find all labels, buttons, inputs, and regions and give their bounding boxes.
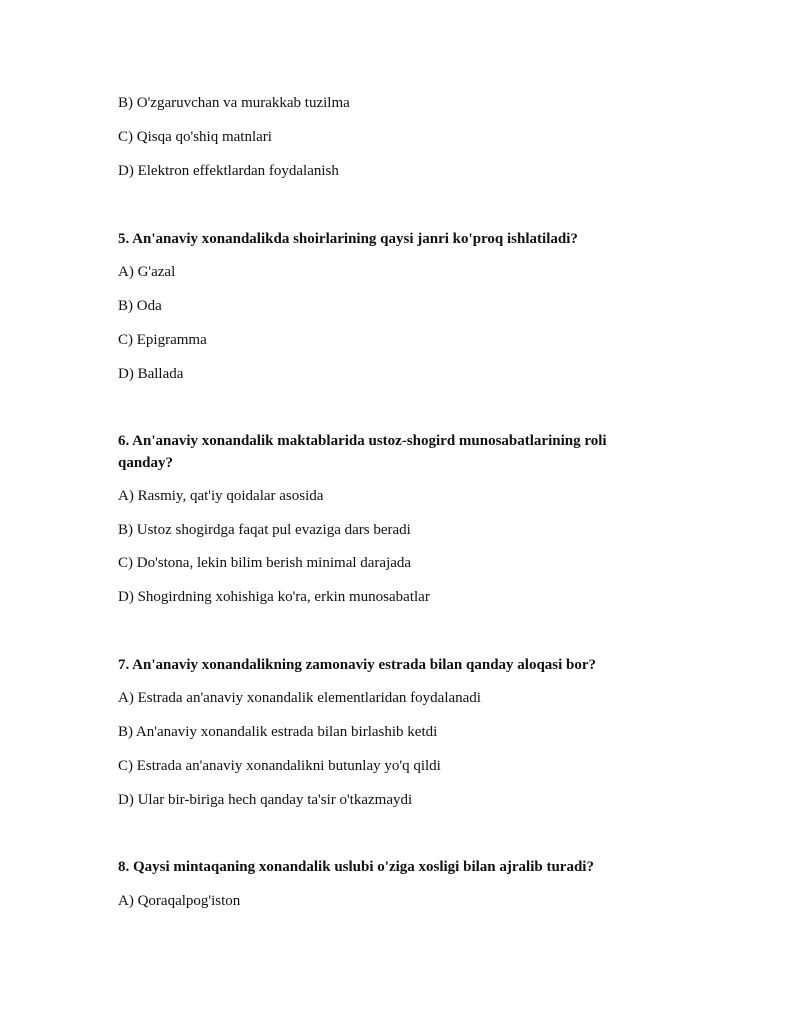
question-6-title-cont: qanday? xyxy=(118,455,174,471)
question-5-option-d: D) Ballada xyxy=(118,366,184,382)
question-7-option-d: D) Ular bir-biriga hech qanday ta'sir o'tkazmaydi xyxy=(118,792,413,808)
option-d: D) Elektron effektlardan foydalanish xyxy=(118,163,339,179)
question-7-option-a: A) Estrada an'anaviy xonandalik elementlaridan foydalanadi xyxy=(118,690,481,706)
question-6-option-c: C) Do'stona, lekin bilim berish minimal darajada xyxy=(118,555,412,571)
question-5-option-b: B) Oda xyxy=(118,298,162,314)
question-5-option-a: A) G'azal xyxy=(118,264,176,280)
question-8-option-a: A) Qoraqalpog'iston xyxy=(118,893,241,909)
question-6-option-b: B) Ustoz shogirdga faqat pul evaziga dars beradi xyxy=(118,522,411,538)
question-7-option-b: B) An'anaviy xonandalik estrada bilan birlashib ketdi xyxy=(118,724,438,740)
question-6-title: 6. An'anaviy xonandalik maktablarida ustoz-shogird munosabatlarining roli xyxy=(118,433,607,449)
question-5-title: 5. An'anaviy xonandalikda shoirlarining qaysi janri ko'proq ishlatiladi? xyxy=(118,231,578,247)
question-5-option-c: C) Epigramma xyxy=(118,332,207,348)
question-7-option-c: C) Estrada an'anaviy xonandalikni butunlay yo'q qildi xyxy=(118,758,441,774)
option-c: C) Qisqa qo'shiq matnlari xyxy=(118,129,272,145)
question-6-option-a: A) Rasmiy, qat'iy qoidalar asosida xyxy=(118,488,324,504)
question-8-title: 8. Qaysi mintaqaning xonandalik uslubi o'ziga xosligi bilan ajralib turadi? xyxy=(118,859,594,875)
question-7-title: 7. An'anaviy xonandalikning zamonaviy estrada bilan qanday aloqasi bor? xyxy=(118,657,597,673)
option-b: B) O'zgaruvchan va murakkab tuzilma xyxy=(118,95,350,111)
question-6-option-d: D) Shogirdning xohishiga ko'ra, erkin munosabatlar xyxy=(118,589,430,605)
